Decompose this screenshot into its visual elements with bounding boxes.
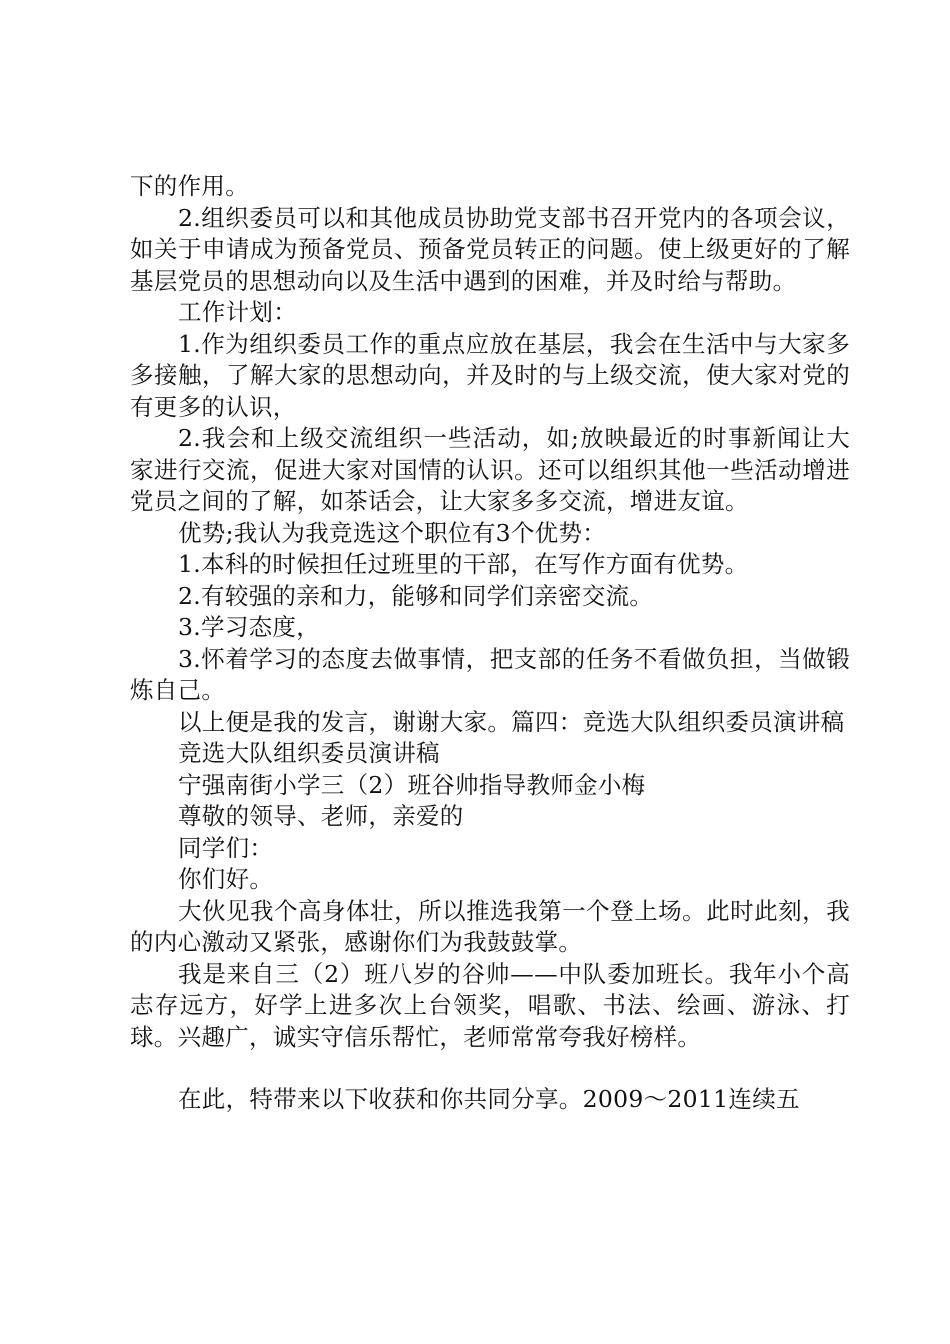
- paragraph-15: 同学们：: [178, 833, 274, 862]
- paragraph-11: 以上便是我的发言，谢谢大家。篇四：竞选大队组织委员演讲稿: [178, 707, 845, 736]
- paragraph-12: 竞选大队组织委员演讲稿: [178, 739, 440, 767]
- paragraph-10: 3.怀着学习的态度去做事情，把支部的任务不看做负担，当做锻炼自己。: [130, 644, 850, 704]
- paragraph-4: 1.作为组织委员工作的重点应放在基层，我会在生活中与大家多多接触，了解大家的思想动向，并及时的与上级交流，使大家对党的有更多的认识，: [130, 329, 850, 421]
- paragraph-13: 宁强南街小学三（2）班谷帅指导教师金小梅: [178, 770, 646, 799]
- paragraph-8: 2.有较强的亲和力，能够和同学们亲密交流。: [178, 581, 654, 610]
- paragraph-18: 我是来自三（2）班八岁的谷帅——中队委加班长。我年小个高志存远方，好学上进多次上台领奖，唱歌、书法、绘画、游泳、打球。兴趣广，诚实守信乐帮忙，老师常常夸我好榜样。: [130, 959, 850, 1051]
- paragraph-1: 下的作用。: [130, 172, 249, 200]
- paragraph-9: 3.学习态度，: [178, 613, 321, 641]
- paragraph-14: 尊敬的领导、老师，亲爱的: [178, 802, 464, 830]
- document-body: [130, 171, 850, 1116]
- paragraph-17: 大伙见我个高身体壮，所以推选我第一个登上场。此时此刻，我的内心激动又紧张，感谢你们为我鼓鼓掌。: [130, 896, 850, 956]
- paragraph-19: 在此，特带来以下收获和你共同分享。2009～2011连续五: [178, 1085, 800, 1113]
- paragraph-2: 2.组织委员可以和其他成员协助党支部书召开党内的各项会议，如关于申请成为预备党员、预备党员转正的问题。使上级更好的了解基层党员的思想动向以及生活中遇到的困难，并及时给与帮助。: [130, 203, 850, 295]
- paragraph-3: 工作计划：: [178, 298, 297, 326]
- paragraph-6: 优势;我认为我竞选这个职位有3个优势：: [178, 518, 607, 547]
- paragraph-5: 2.我会和上级交流组织一些活动，如;放映最近的时事新闻让大家进行交流，促进大家对国情的认识。还可以组织其他一些活动增进党员之间的了解，如茶话会，让大家多多交流，增进友谊。: [130, 424, 850, 515]
- paragraph-16: 你们好。: [178, 865, 274, 893]
- paragraph-7: 1.本科的时候担任过班里的干部，在写作方面有优势。: [178, 550, 749, 578]
- paragraph-gap: [130, 1053, 850, 1084]
